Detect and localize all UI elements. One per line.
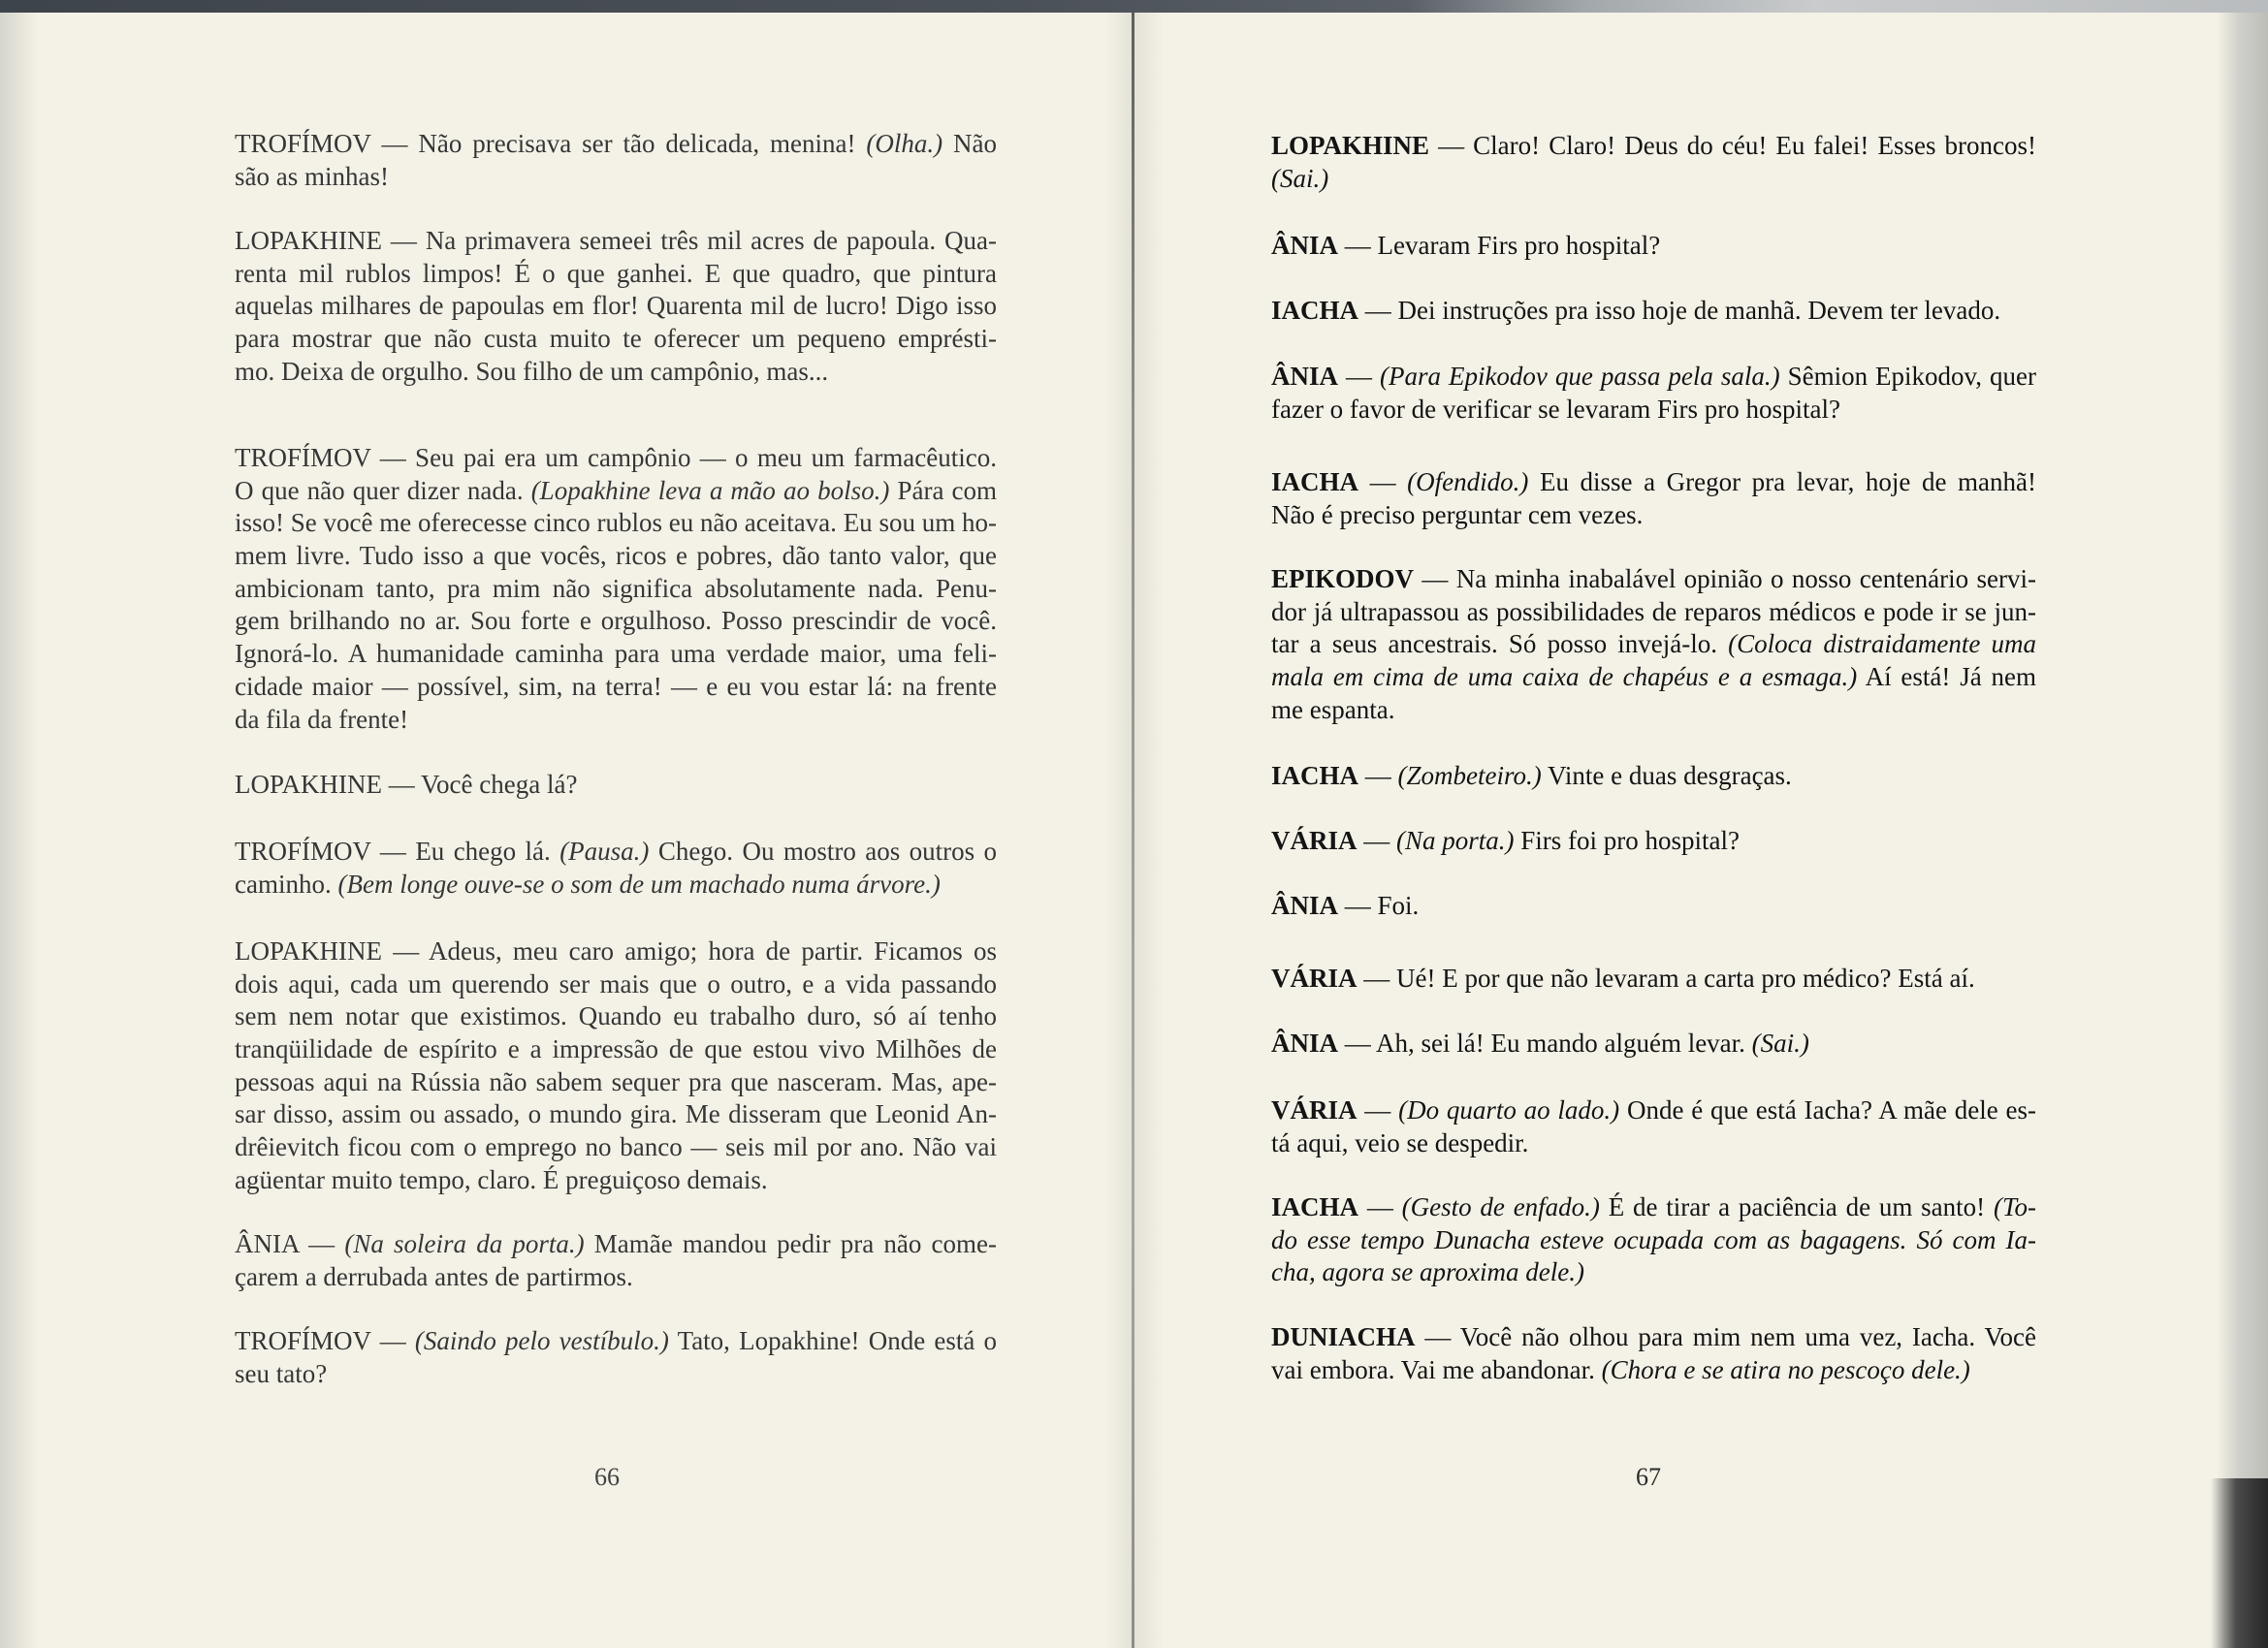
line-content <box>235 1164 768 1197</box>
line-content <box>235 290 997 323</box>
text-line <box>235 1164 997 1197</box>
dialogue-text: çarem a derrubada antes de partirmos. <box>235 1261 633 1291</box>
dialogue-text: me espanta. <box>1271 694 1395 724</box>
text-line <box>235 1000 997 1033</box>
line-content <box>235 225 997 258</box>
text-line <box>1271 1028 2036 1061</box>
stage-direction: (Sai.) <box>1751 1029 1809 1058</box>
book-edge-shadow <box>2211 1478 2268 1648</box>
dialogue-text: — Você chega lá? <box>382 770 578 799</box>
text-line <box>235 769 997 802</box>
text-line <box>235 1066 997 1099</box>
line-content <box>235 671 997 704</box>
text-line <box>1271 1127 2036 1160</box>
line-content <box>235 128 997 161</box>
line-content <box>235 1131 997 1164</box>
line-content <box>1271 694 1394 727</box>
text-line <box>1271 1094 2036 1127</box>
speaker-name: LOPAKHINE <box>1271 131 1430 160</box>
text-line <box>1271 825 2036 858</box>
line-content <box>1271 596 2036 629</box>
speaker-name: TROFÍMOV <box>235 129 371 158</box>
text-line <box>235 290 997 323</box>
stage-direction: mala em cima de uma caixa de chapéus e a esmaga.) <box>1271 662 1858 692</box>
line-content <box>235 475 997 508</box>
dialogue-text: Eu disse a Gregor pra levar, hoje de manhã! <box>1528 467 2037 496</box>
dialogue-text: isso! Se você me oferecesse cinco rublos eu não aceitava. Eu sou um ho- <box>235 508 997 538</box>
dialogue-text: para mostrar que não custa muito te oferecer um pequeno emprésti- <box>235 324 997 354</box>
speaker-name: ÂNIA <box>1271 231 1339 260</box>
dialogue-text: — Levaram Firs pro hospital? <box>1338 231 1661 260</box>
text-line <box>1271 499 2036 532</box>
dialogue-text: aquelas milhares de papoulas em flor! Quarenta mil de lucro! Digo isso <box>235 291 997 321</box>
speaker-name: TROFÍMOV <box>235 1326 371 1355</box>
dialogue-text: Não é preciso perguntar cem vezes. <box>1271 499 1644 529</box>
line-content <box>1271 130 2036 163</box>
dialogue-text: — Não precisava ser tão delicada, menina! <box>370 129 867 158</box>
text-line <box>235 128 997 161</box>
line-content <box>235 258 997 291</box>
speech-paragraph <box>235 935 997 1197</box>
stage-direction: (Ofendido.) <box>1407 467 1529 496</box>
line-content <box>1271 1224 2036 1257</box>
dialogue-text: — Eu chego lá. <box>370 837 560 866</box>
dialogue-text: — Dei instruções pra isso hoje de manhã. Devem ter levado. <box>1358 296 2001 325</box>
speech-paragraph <box>1271 1028 2036 1061</box>
line-content <box>1271 825 1740 858</box>
speech-paragraph <box>1271 130 2036 195</box>
dialogue-text: dois aqui, cada um querendo ser mais que o outro, e a vida passando <box>235 968 997 998</box>
text-line <box>1271 1256 2036 1289</box>
dialogue-text: da fila da frente! <box>235 704 409 734</box>
dialogue-text: caminho. <box>235 869 338 899</box>
stage-direction: (Do quarto ao lado.) <box>1398 1095 1620 1125</box>
text-line <box>235 1358 997 1391</box>
line-content <box>235 704 408 737</box>
stage-direction: do esse tempo Dunacha esteve ocupada com as bagagens. Só com Ia- <box>1271 1224 2036 1254</box>
text-line <box>235 836 997 869</box>
dialogue-text: Chego. Ou mostro aos outros o <box>649 837 997 866</box>
line-content <box>1271 230 1660 263</box>
text-line <box>1271 596 2036 629</box>
dialogue-text: cidade maior — possível, sim, na terra! — e eu vou estar lá: na frente <box>235 671 997 701</box>
text-line <box>235 1131 997 1164</box>
line-content <box>235 442 997 475</box>
text-line <box>1271 466 2036 499</box>
line-content <box>1271 1321 2036 1354</box>
text-line <box>1271 963 2036 996</box>
line-content <box>1271 1354 1970 1387</box>
line-content <box>235 605 997 638</box>
text-line <box>1271 361 2036 394</box>
text-line <box>235 704 997 737</box>
dialogue-text: — Na primavera semeei três mil acres de papoula. Qua- <box>382 226 997 255</box>
line-content <box>235 935 997 968</box>
stage-direction: (Bem longe ouve-se o som de um machado numa árvore.) <box>337 869 941 899</box>
dialogue-text: agüentar muito tempo, claro. É preguiçoso demais. <box>235 1164 768 1194</box>
dialogue-text: Onde é que está Iacha? A mãe dele es- <box>1619 1095 2036 1125</box>
speaker-name: ÂNIA <box>235 1229 299 1258</box>
dialogue-text: tranqüilidade de espírito e a impressão de que estou vivo Milhões de <box>235 1034 997 1064</box>
line-content <box>235 1000 997 1033</box>
speech-paragraph <box>1271 1094 2036 1159</box>
text-line <box>235 1325 997 1358</box>
text-line <box>1271 563 2036 596</box>
stage-direction: (Pausa.) <box>559 837 650 866</box>
dialogue-text: — Na minha inabalável opinião o nosso centenário servi- <box>1414 564 2036 593</box>
line-content <box>235 356 828 389</box>
dialogue-text: — Ué! E por que não levaram a carta pro médico? Está aí. <box>1357 964 1975 993</box>
line-content <box>1271 295 2000 328</box>
line-content <box>1271 1256 1584 1289</box>
dialogue-text: seu tato? <box>235 1358 328 1388</box>
dialogue-text: — <box>1357 1095 1399 1125</box>
stage-direction: (Gesto de enfado.) <box>1401 1192 1600 1221</box>
text-line <box>235 540 997 573</box>
line-content <box>235 638 997 671</box>
speech-paragraph <box>1271 563 2036 726</box>
line-content <box>1271 628 2036 661</box>
stage-direction: (Saindo pelo vestíbulo.) <box>414 1326 669 1355</box>
line-content <box>235 573 997 606</box>
text-line <box>235 161 997 194</box>
dialogue-text: — <box>299 1229 345 1258</box>
speaker-name: IACHA <box>1271 296 1359 325</box>
stage-direction: cha, agora se aproxima dele.) <box>1271 1257 1584 1287</box>
dialogue-text: — <box>1358 761 1398 790</box>
text-line <box>235 442 997 475</box>
line-content <box>1271 1191 2036 1224</box>
speaker-name: DUNIACHA <box>1271 1322 1416 1351</box>
dialogue-text: Vinte e duas desgraças. <box>1541 761 1792 790</box>
speaker-name: IACHA <box>1271 1192 1359 1221</box>
dialogue-text: — Adeus, meu caro amigo; hora de partir. Ficamos os <box>382 936 997 966</box>
stage-direction: (Chora e se atira no pescoço dele.) <box>1601 1354 1970 1384</box>
speaker-name: IACHA <box>1271 467 1359 496</box>
dialogue-text: — Você não olhou para mim nem uma vez, Iacha. Você <box>1415 1322 2036 1351</box>
dialogue-text: O que não quer dizer nada. <box>235 475 531 505</box>
dialogue-text: sar disso, assim ou assado, o mundo gira. Me disseram que Leonid An- <box>235 1099 997 1129</box>
dialogue-text: Aí está! Já nem <box>1857 662 2036 692</box>
line-content <box>1271 1028 1809 1061</box>
speaker-name: TROFÍMOV <box>235 837 371 866</box>
stage-direction: (Olha.) <box>866 129 943 158</box>
text-line <box>1271 394 2036 427</box>
dialogue-text: sem nem notar que existimos. Quando eu trabalho duro, só aí tenho <box>235 1001 997 1031</box>
line-content <box>235 1098 997 1131</box>
speech-paragraph <box>235 1228 997 1293</box>
text-line <box>235 356 997 389</box>
text-line <box>235 605 997 638</box>
dialogue-text: são as minhas! <box>235 161 389 191</box>
speech-paragraph <box>1271 295 2036 328</box>
speech-paragraph <box>235 128 997 193</box>
dialogue-text: Mamãe mandou pedir pra não come- <box>584 1229 997 1258</box>
line-content <box>235 1358 327 1391</box>
speech-paragraph <box>235 836 997 901</box>
dialogue-text: mo. Deixa de orgulho. Sou filho de um campônio, mas... <box>235 356 829 386</box>
line-content <box>235 968 997 1001</box>
dialogue-text: — Seu pai era um campônio — o meu um farmacêutico. <box>370 443 997 472</box>
dialogue-text: É de tirar a paciência de um santo! <box>1599 1192 1994 1221</box>
text-line <box>235 1033 997 1066</box>
text-line <box>235 323 997 356</box>
stage-direction: (Coloca distraidamente uma <box>1728 629 2036 659</box>
stage-direction: (Lopakhine leva a mão ao bolso.) <box>530 475 890 505</box>
text-line <box>235 1261 997 1294</box>
dialogue-text: drêievitch ficou com o emprego no banco — seis mil por ano. Não vai <box>235 1132 997 1162</box>
speech-paragraph <box>1271 963 2036 996</box>
dialogue-text: dor já ultrapassou as possibilidades de reparos médicos e pode ir se jun- <box>1271 596 2036 626</box>
line-content <box>1271 394 1840 427</box>
line-content <box>235 1325 997 1358</box>
stage-direction: (Na porta.) <box>1396 826 1515 855</box>
speaker-name: IACHA <box>1271 761 1359 790</box>
dialogue-text: — Foi. <box>1338 891 1420 920</box>
text-line <box>235 1228 997 1261</box>
line-content <box>1271 563 2036 596</box>
dialogue-text: fazer o favor de verificar se levaram Firs pro hospital? <box>1271 394 1840 424</box>
text-line <box>235 968 997 1001</box>
line-content <box>235 507 997 540</box>
line-content <box>235 836 997 869</box>
line-content <box>1271 890 1419 923</box>
line-content <box>235 1066 997 1099</box>
line-content <box>1271 963 1975 996</box>
stage-direction: (Na soleira da porta.) <box>344 1229 585 1258</box>
speech-paragraph <box>1271 466 2036 531</box>
dialogue-text: tá aqui, veio se despedir. <box>1271 1127 1529 1157</box>
text-line <box>235 869 997 902</box>
speech-paragraph <box>235 442 997 736</box>
stage-direction: (Sai.) <box>1271 163 1329 193</box>
dialogue-text: pessoas aqui na Rússia não sabem sequer pra que nasceram. Mas, ape- <box>235 1066 997 1096</box>
speech-paragraph <box>1271 230 2036 263</box>
speech-paragraph <box>1271 760 2036 793</box>
line-content <box>235 1261 633 1294</box>
stage-direction: (To- <box>1993 1192 2036 1221</box>
line-content <box>235 769 577 802</box>
speech-paragraph <box>235 769 997 802</box>
line-content <box>1271 466 2036 499</box>
line-content <box>1271 361 2036 394</box>
dialogue-text: ambicionam tanto, pra mim não significa absolutamente nada. Penu- <box>235 573 997 603</box>
page-number: 67 <box>1636 1463 1661 1491</box>
dialogue-text: — <box>370 1326 415 1355</box>
text-line <box>235 1098 997 1131</box>
line-content <box>1271 1127 1528 1160</box>
line-content <box>1271 1094 2036 1127</box>
line-content <box>1271 499 1643 532</box>
text-line <box>1271 230 2036 263</box>
dialogue-text: Pára com <box>889 475 998 505</box>
speech-paragraph <box>1271 890 2036 923</box>
text-line <box>235 671 997 704</box>
page-left <box>0 0 1131 1648</box>
text-line <box>235 638 997 671</box>
dialogue-text: — <box>1358 467 1408 496</box>
dialogue-text: — <box>1357 826 1397 855</box>
dialogue-text: mem livre. Tudo isso a que vocês, ricos e pobres, dão tanto valor, que <box>235 541 997 571</box>
speaker-name: LOPAKHINE <box>235 226 383 255</box>
text-line <box>235 573 997 606</box>
speech-paragraph <box>235 225 997 388</box>
text-line <box>1271 661 2036 694</box>
page-number: 66 <box>594 1463 620 1491</box>
line-content <box>235 869 941 902</box>
text-line <box>1271 628 2036 661</box>
speaker-name: LOPAKHINE <box>235 936 383 966</box>
line-content <box>235 1228 997 1261</box>
text-line <box>235 475 997 508</box>
speaker-name: ÂNIA <box>1271 362 1339 391</box>
line-content <box>235 161 389 194</box>
speaker-name: VÁRIA <box>1271 964 1358 993</box>
line-content <box>235 323 997 356</box>
speaker-name: LOPAKHINE <box>235 770 383 799</box>
text-column <box>235 0 997 1454</box>
dialogue-text: — Claro! Claro! Deus do céu! Eu falei! Esses broncos! <box>1429 131 2036 160</box>
stage-direction: (Para Epikodov que passa pela sala.) <box>1379 362 1780 391</box>
dialogue-text: Ignorá-lo. A humanidade caminha para uma verdade maior, uma feli- <box>235 639 997 669</box>
speaker-name: TROFÍMOV <box>235 443 371 472</box>
page-right <box>1134 0 2211 1648</box>
text-line <box>235 225 997 258</box>
dialogue-text: Firs foi pro hospital? <box>1514 826 1740 855</box>
stage-direction: (Zombeteiro.) <box>1397 761 1542 790</box>
text-line <box>1271 1354 2036 1387</box>
line-content <box>1271 163 1328 196</box>
dialogue-text: — <box>1338 362 1380 391</box>
text-line <box>1271 1191 2036 1224</box>
page-edge-right <box>2217 13 2268 1648</box>
text-line <box>1271 890 2036 923</box>
text-column <box>1271 0 2036 1454</box>
speaker-name: VÁRIA <box>1271 826 1358 855</box>
speaker-name: ÂNIA <box>1271 1029 1339 1058</box>
speech-paragraph <box>235 1325 997 1390</box>
dialogue-text: — Ah, sei lá! Eu mando alguém levar. <box>1338 1029 1752 1058</box>
speaker-name: ÂNIA <box>1271 891 1339 920</box>
text-line <box>1271 1224 2036 1257</box>
speaker-name: VÁRIA <box>1271 1095 1358 1125</box>
dialogue-text: renta mil rublos limpos! É o que ganhei. E que quadro, que pintura <box>235 258 997 288</box>
text-line <box>1271 163 2036 196</box>
text-line <box>235 935 997 968</box>
speaker-name: EPIKODOV <box>1271 564 1415 593</box>
line-content <box>235 1033 997 1066</box>
text-line <box>1271 130 2036 163</box>
text-line <box>235 258 997 291</box>
text-line <box>235 507 997 540</box>
line-content <box>1271 760 1792 793</box>
dialogue-text: Não <box>942 129 997 158</box>
speech-paragraph <box>1271 1321 2036 1386</box>
dialogue-text: vai embora. Vai me abandonar. <box>1271 1354 1602 1384</box>
line-content <box>1271 661 2036 694</box>
speech-paragraph <box>1271 361 2036 426</box>
dialogue-text: gem brilhando no ar. Sou forte e orgulhoso. Posso prescindir de você. <box>235 606 997 636</box>
speech-paragraph <box>1271 825 2036 858</box>
line-content <box>235 540 997 573</box>
text-line <box>1271 760 2036 793</box>
dialogue-text: — <box>1358 1192 1402 1221</box>
dialogue-text: Sêmion Epikodov, quer <box>1779 362 2037 391</box>
dialogue-text: tar a seus ancestrais. Só posso invejá-lo. <box>1271 629 1729 659</box>
dialogue-text: Tato, Lopakhine! Onde está o <box>668 1326 997 1355</box>
speech-paragraph <box>1271 1191 2036 1289</box>
text-line <box>1271 694 2036 727</box>
text-line <box>1271 1321 2036 1354</box>
text-line <box>1271 295 2036 328</box>
